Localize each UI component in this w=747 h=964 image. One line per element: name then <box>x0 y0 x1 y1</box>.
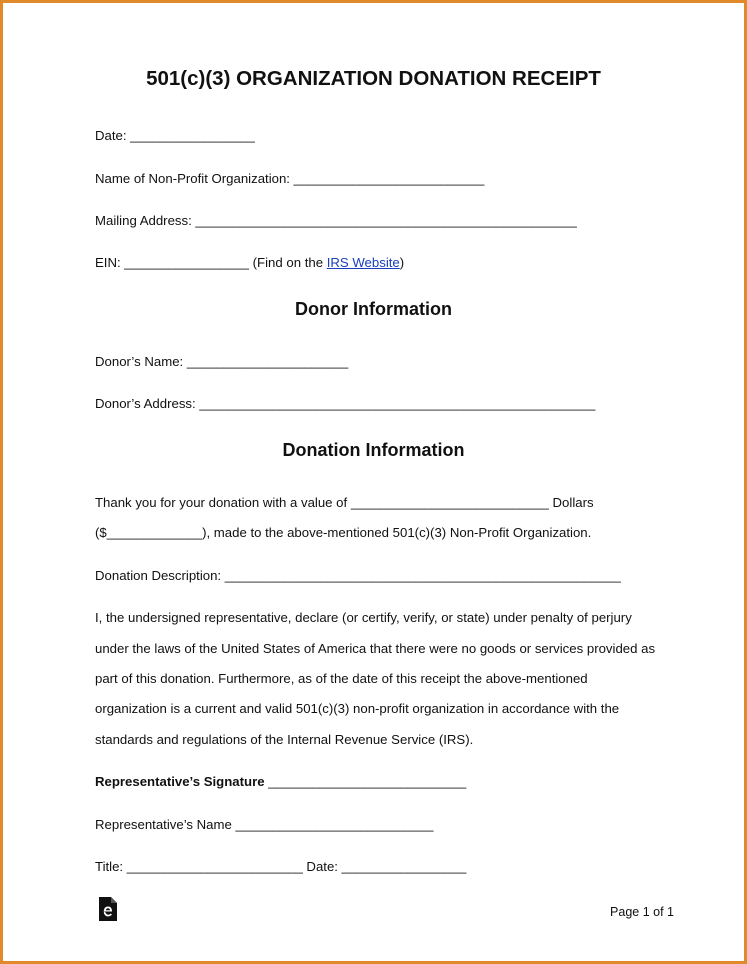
declaration-line: standards and regulations of the Internal Revenue Service (IRS). <box>95 732 474 747</box>
ein-label: EIN: _________________ (Find on the <box>95 255 327 270</box>
date-field: Date: _________________ <box>95 128 255 143</box>
signature-blank: ___________________________ <box>264 774 467 789</box>
signature-field <box>95 774 466 790</box>
ein-field <box>95 255 404 271</box>
declaration-line: organization is a current and valid 501(c)(3) non-profit organization in accordance with the <box>95 701 620 716</box>
irs-website-link[interactable]: IRS Website <box>326 255 400 270</box>
page-number: Page 1 of 1 <box>610 905 674 919</box>
document-title: 501(c)(3) ORGANIZATION DONATION RECEIPT <box>146 67 601 90</box>
mailing-address-field: Mailing Address: ____________________________________________________ <box>95 213 577 228</box>
donation-value-line: Thank you for your donation with a value of ___________________________ Dollars <box>95 495 594 510</box>
ein-suffix: ) <box>399 255 405 270</box>
representative-name-field: Representative’s Name ___________________________ <box>95 817 434 832</box>
donation-description-field: Donation Description: ______________________________________________________ <box>95 568 621 583</box>
org-name-field: Name of Non-Profit Organization: __________________________ <box>95 171 485 186</box>
declaration-line: I, the undersigned representative, declare (or certify, verify, or state) under penalty of perjury <box>95 610 632 625</box>
title-date-field: Title: ________________________ Date: _________________ <box>95 859 467 874</box>
donor-information-heading: Donor Information <box>295 299 452 319</box>
donation-amount-line: ($_____________), made to the above-mentioned 501(c)(3) Non-Profit Organization. <box>95 525 592 540</box>
declaration-line: under the laws of the United States of America that there were no goods or services provided as <box>95 641 656 656</box>
donation-information-heading: Donation Information <box>282 440 465 460</box>
donor-name-field: Donor’s Name: ______________________ <box>95 354 349 369</box>
signature-label: Representative’s Signature <box>95 774 265 789</box>
donor-address-field: Donor’s Address: ______________________________________________________ <box>95 396 596 411</box>
declaration-line: part of this donation. Furthermore, as of the date of this receipt the above-mentioned <box>95 671 588 686</box>
eforms-logo-icon <box>97 896 119 922</box>
